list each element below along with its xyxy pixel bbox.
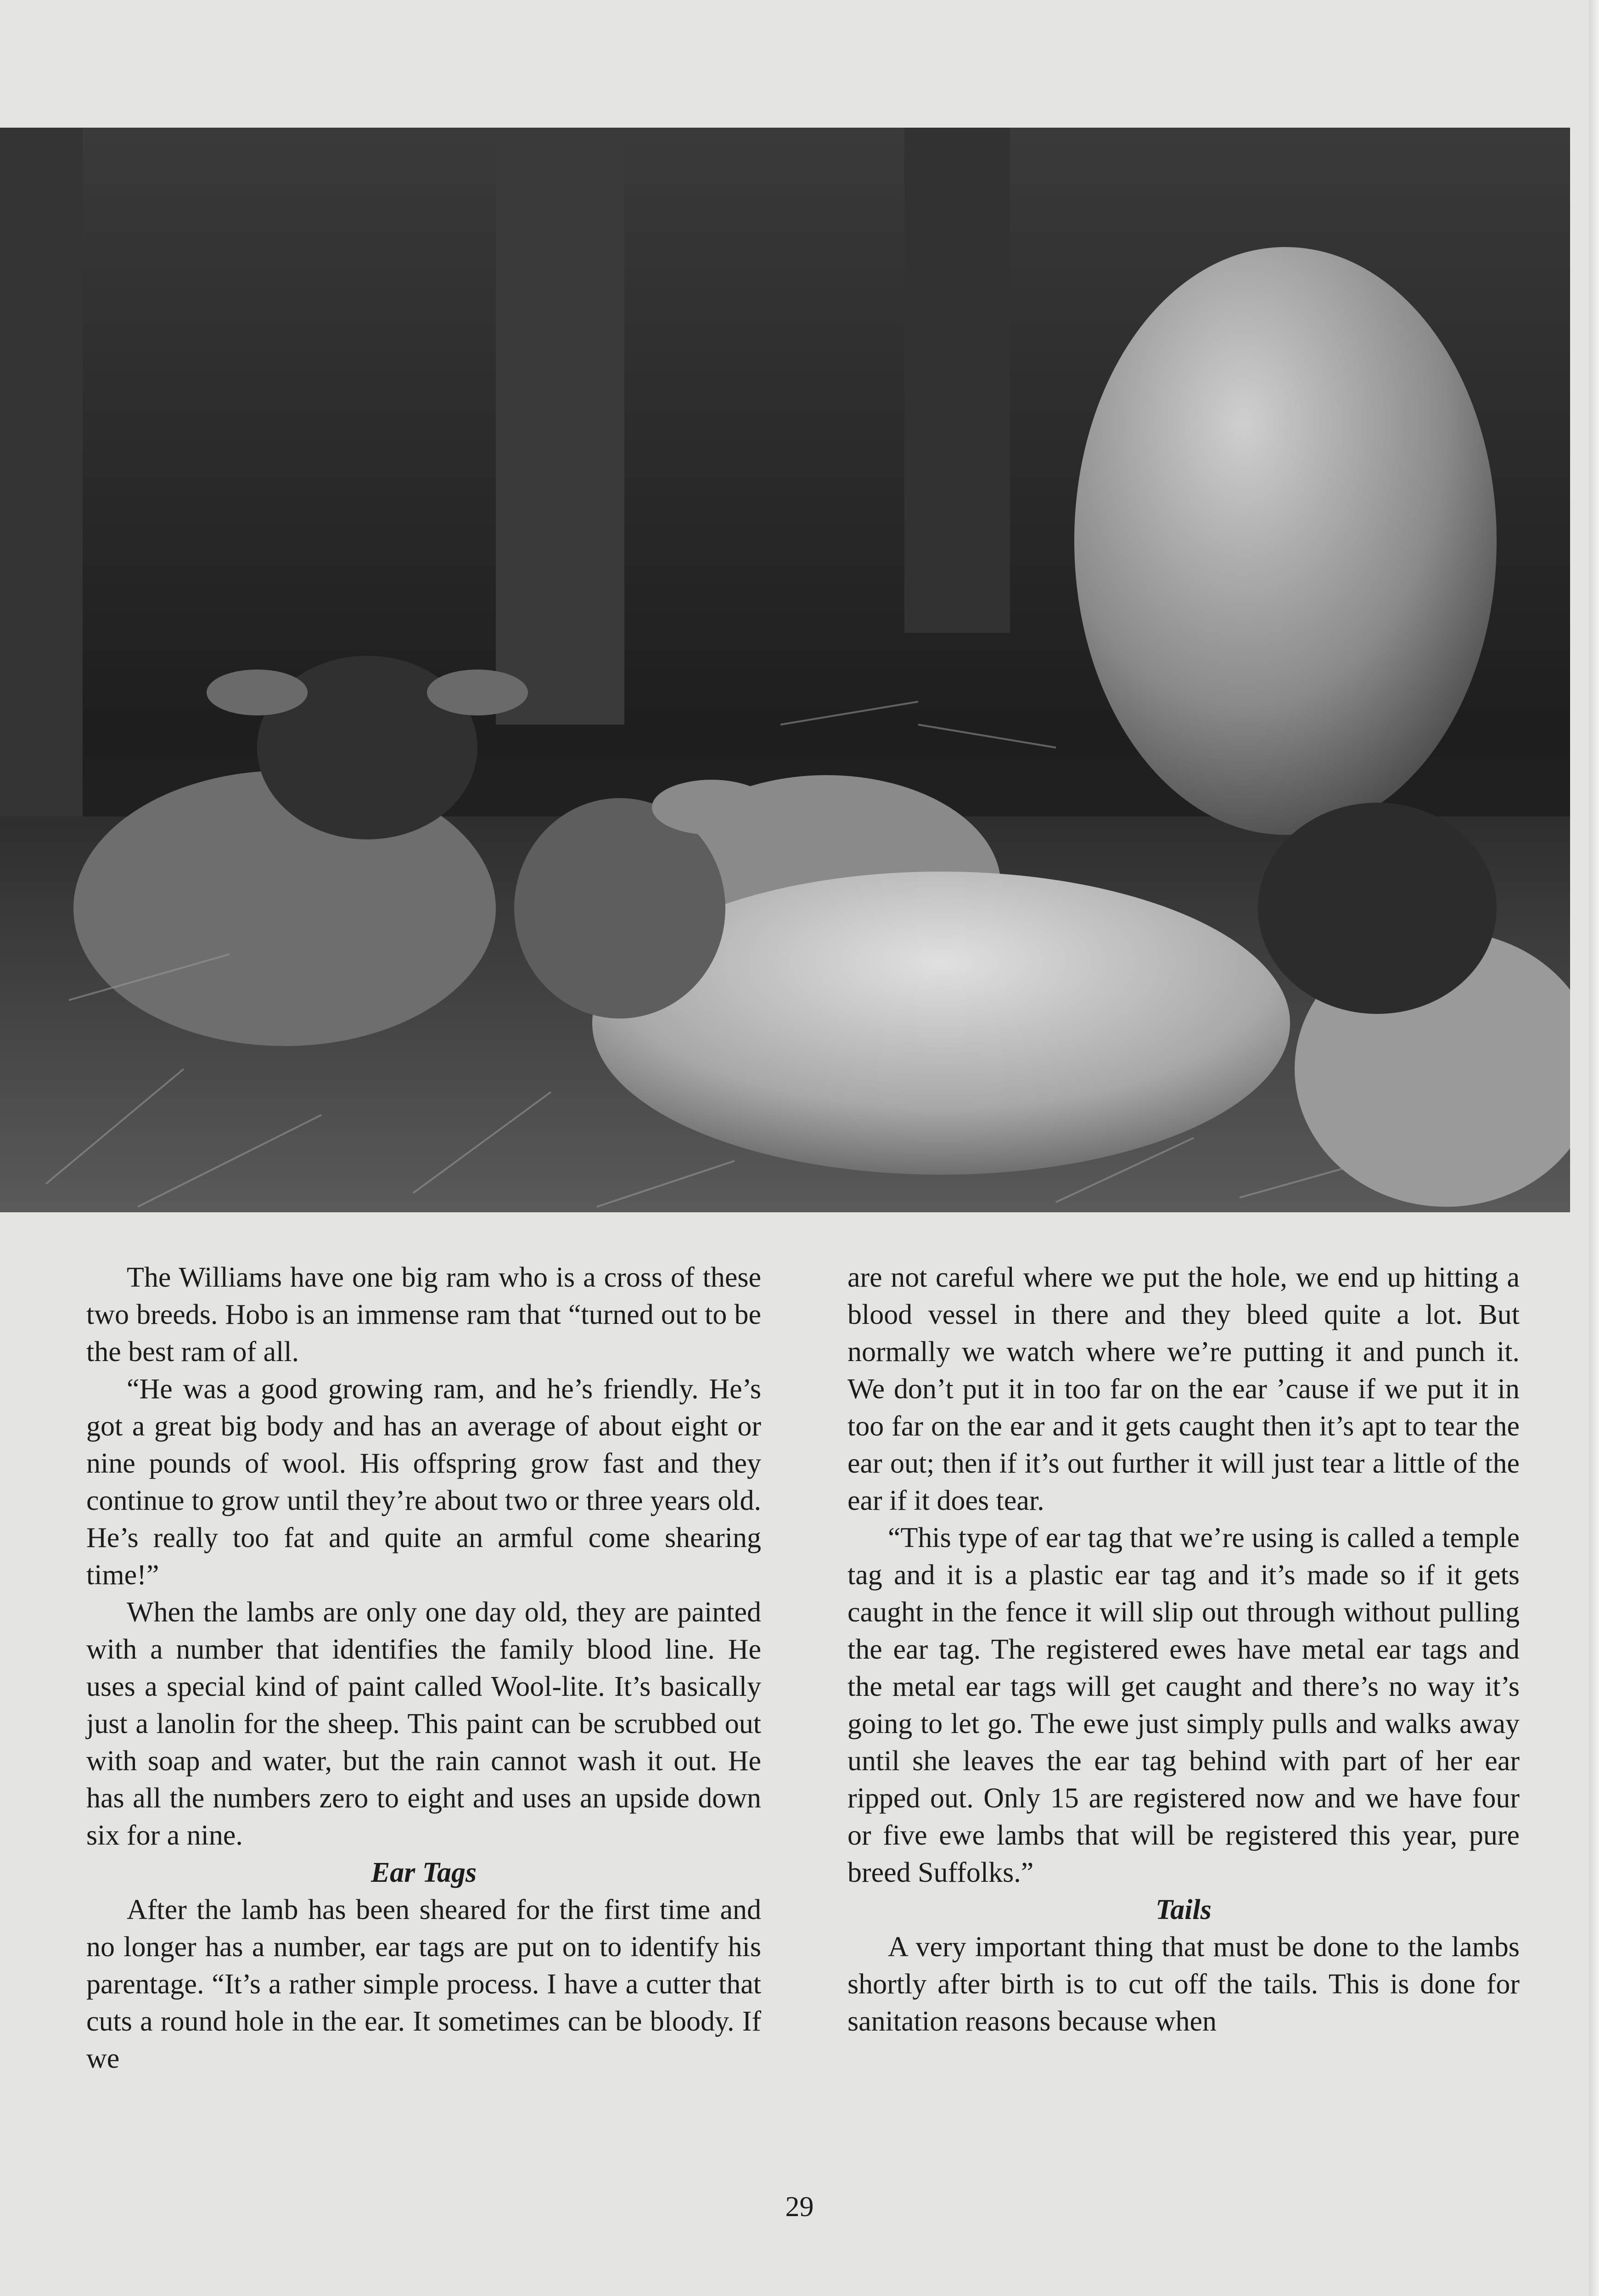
left-paragraph-4: After the lamb has been sheared for the first time and no longer has a number, ear tags are put on to identify his parentage. “It’s a rather simple process. I have a cutter that cuts a round hole in the ear. It sometimes can be bloody. If we (86, 1894, 761, 2074)
right-column (847, 1259, 1520, 2040)
sheep-and-lambs-photo (0, 128, 1570, 1212)
photo-illustration (0, 128, 1570, 1212)
page-number: 29 (785, 2191, 814, 2223)
left-paragraph-2: “He was a good growing ram, and he’s friendly. He’s got a great big body and has an average of about eight or nine pounds of wool. His offspring grow fast and they continue to grow until they’re about two or three years old. He’s really too fat and quite an armful come shearing time!” (86, 1373, 761, 1591)
right-paragraph-3: A very important thing that must be done to the lambs shortly after birth is to cut off the tails. This is done for sanitation reasons because when (847, 1931, 1520, 2037)
left-paragraph-1: The Williams have one big ram who is a cross of these two breeds. Hobo is an immense ram that “turned out to be the best ram of all. (86, 1262, 761, 1367)
right-paragraph-2: “This type of ear tag that we’re using is called a temple tag and it is a plastic ear tag and it’s made so if it gets caught in the fence it will slip out through without pulling the ear tag. The registered ewes have metal ear tags and the metal ear tags will get caught and there’s no way it’s going to let go. The ewe just simply pulls and walks away until she leaves the ear tag behind with part of her ear ripped out. Only 15 are registered now and we have four or five ewe lambs that will be registered this year, pure breed Suffolks.” (847, 1522, 1520, 1888)
subhead-tails: Tails (1156, 1894, 1212, 1925)
page-edge (1589, 0, 1599, 2296)
left-paragraph-3: When the lambs are only one day old, they are painted with a number that identifies the family blood line. He uses a special kind of paint called Wool-lite. It’s basically just a lanolin for the sheep. This paint can be scrubbed out with soap and water, but the rain cannot wash it out. He has all the numbers zero to eight and uses an upside down six for a nine. (86, 1597, 761, 1851)
subhead-ear-tags: Ear Tags (370, 1857, 477, 1888)
right-paragraph-1: are not careful where we put the hole, we end up hitting a blood vessel in there and they bleed quite a lot. But normally we watch where we’re putting it and punch it. We don’t put it in too far on the ear ’cause if we put it in too far on the ear and it gets caught then it’s apt to tear the ear out; then if it’s out further it will just tear a little of the ear if it does tear. (847, 1262, 1520, 1516)
left-column (86, 1259, 761, 2077)
